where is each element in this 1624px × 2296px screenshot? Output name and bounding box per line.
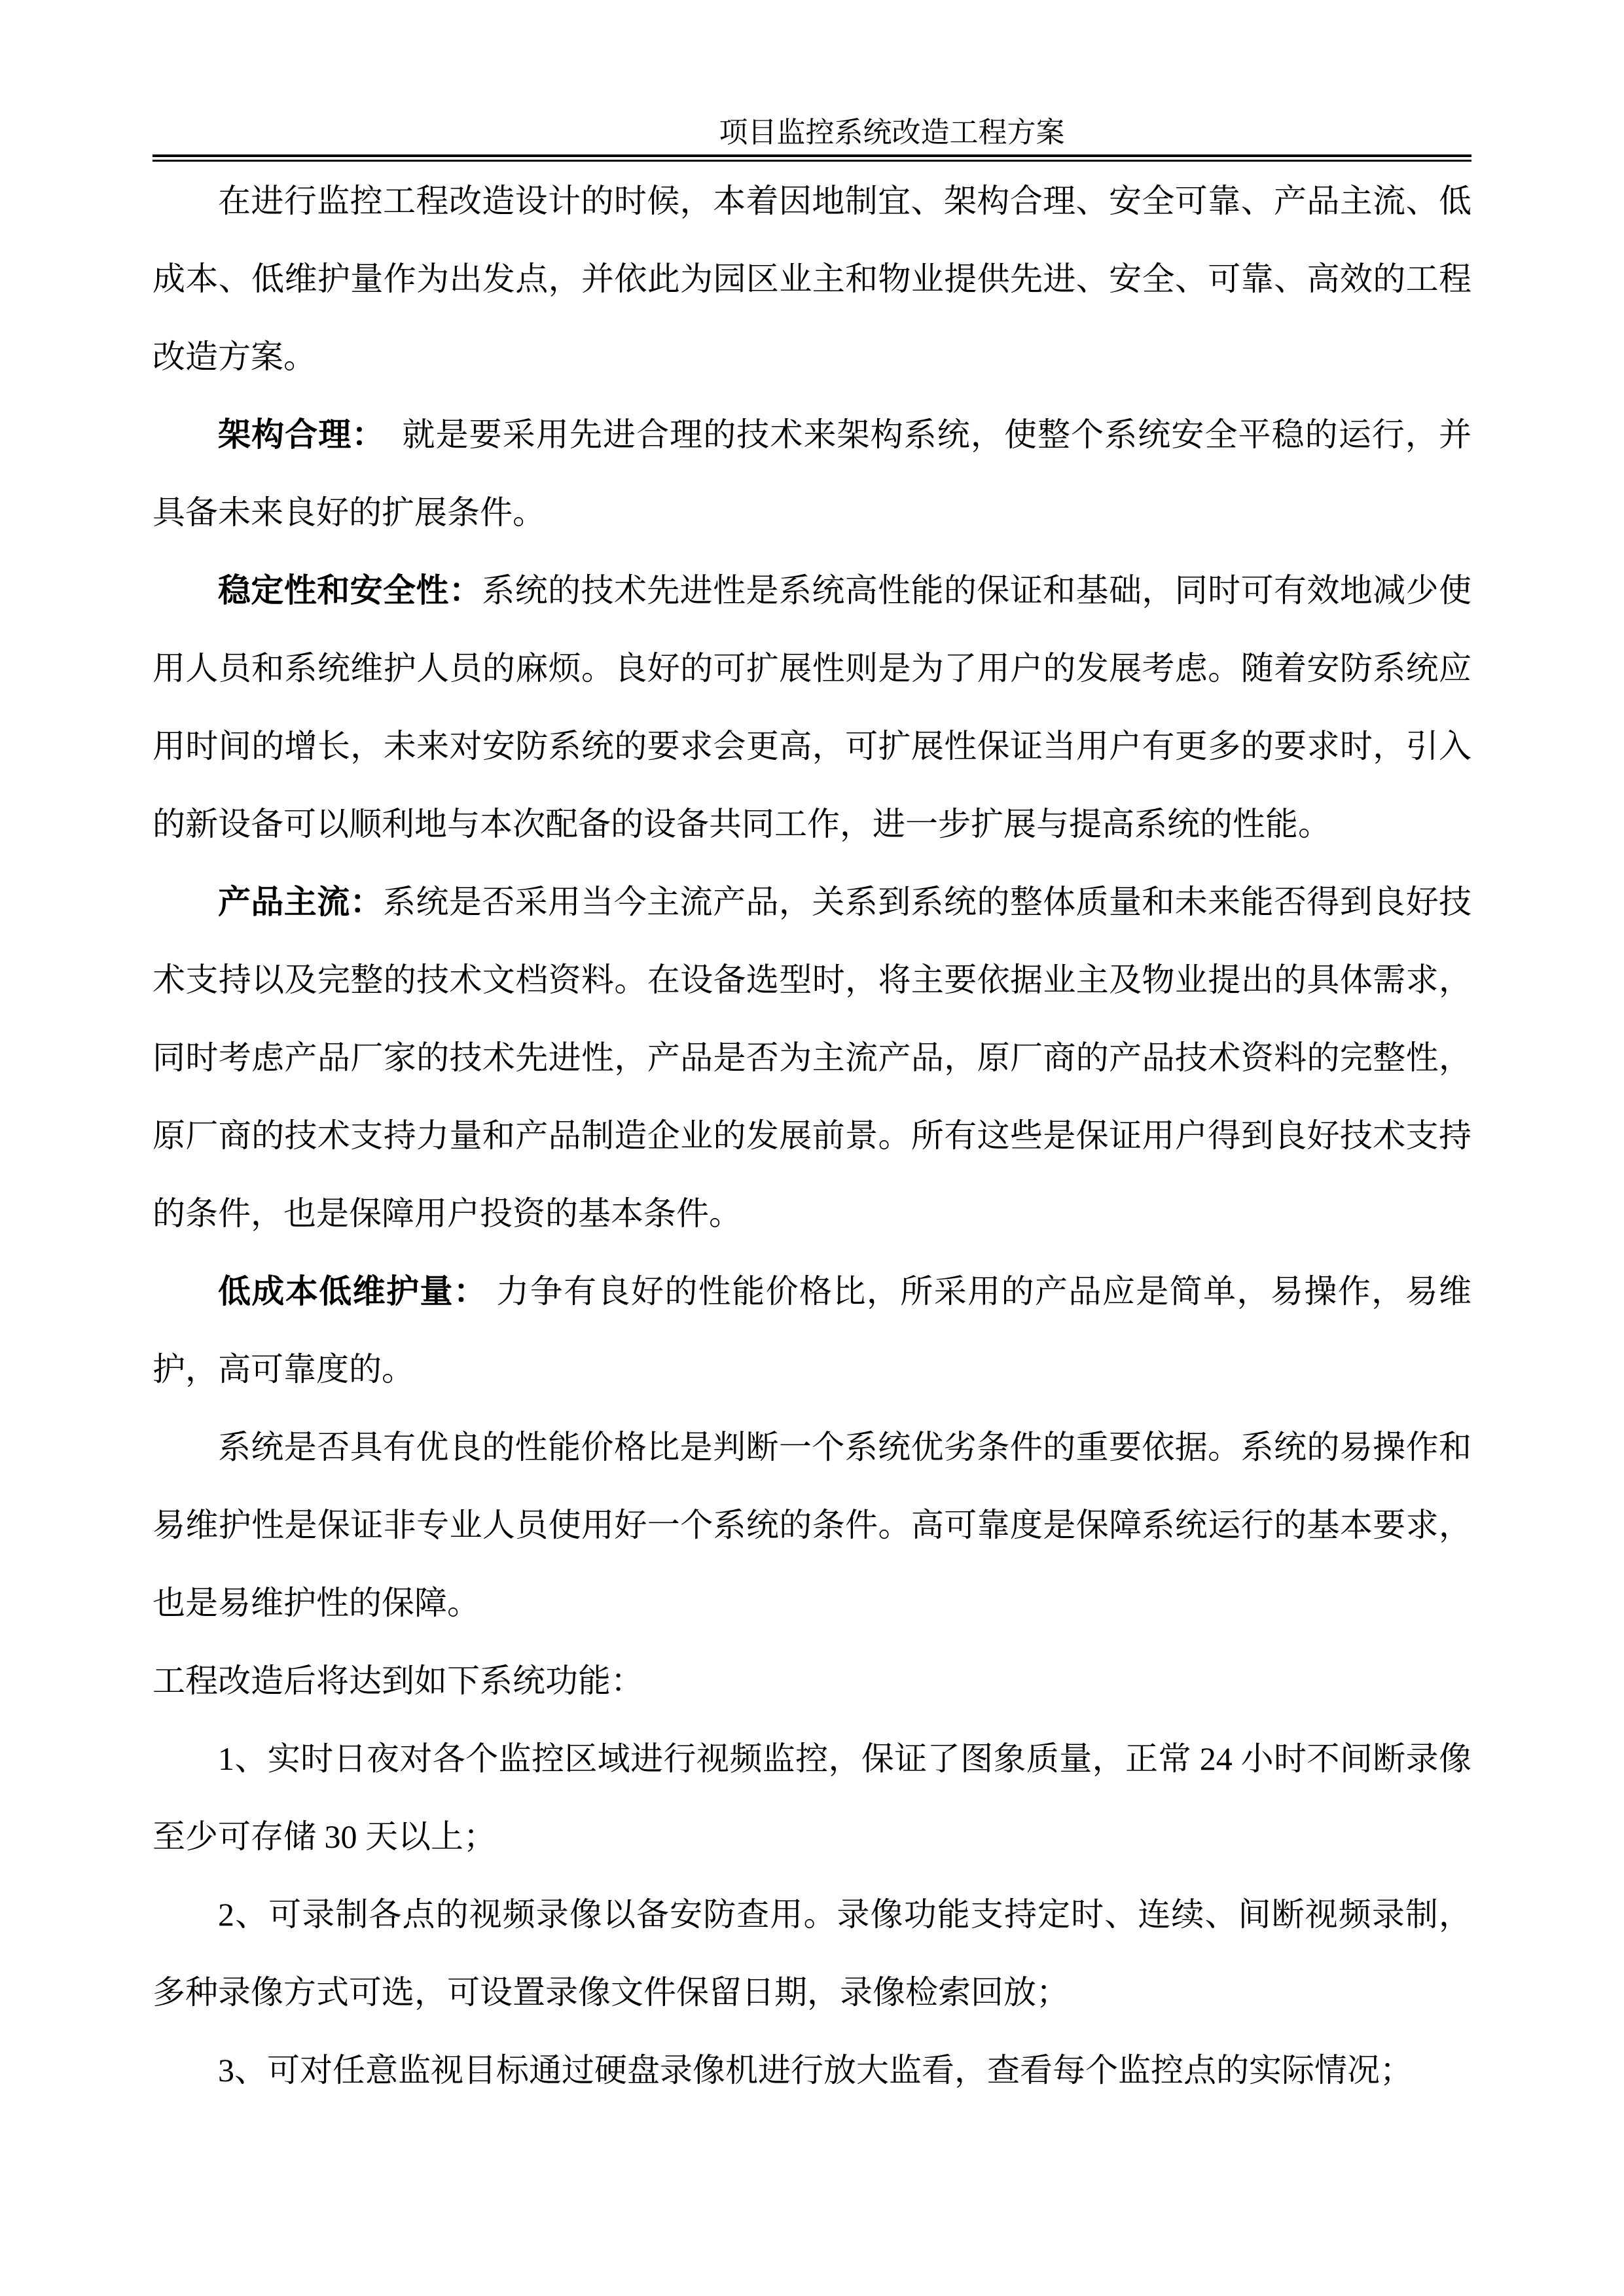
text-run: 系统的技术先进性是系统高性能的保证和基础，同时可有效地减少使用人员和系统维护人员的麻烦。良好的可扩展性则是为了用户的发展考虑。随着安防系统应用时间的增长，未来对安防系统的要求会更高，可扩展性保证当用户有更多的要求时，引入的新设备可以顺利地与本次配备的设备共同工作，进一步扩展与提高系统的性能。 — [153, 572, 1472, 842]
document-body — [153, 162, 1471, 2109]
text-run: 2、可录制各点的视频录像以备安防查用。录像功能支持定时、连续、间断视频录制，多种录像方式可选，可设置录像文件保留日期，录像检索回放； — [153, 1896, 1471, 2011]
paragraph-lead: 稳定性和安全性： — [218, 572, 482, 609]
text-run: 3、可对任意监视目标通过硬盘录像机进行放大监看，查看每个监控点的实际情况； — [218, 2052, 1413, 2089]
page-header — [153, 0, 1471, 162]
paragraph — [153, 552, 1471, 863]
paragraph — [153, 2032, 1471, 2109]
paragraph-lead: 架构合理： — [218, 416, 369, 453]
paragraph — [153, 1720, 1471, 1876]
paragraph — [153, 1253, 1471, 1408]
text-run: 力争有良好的性能价格比，所采用的产品应是简单，易操作，易维护，高可靠度的。 — [153, 1273, 1472, 1388]
text-run: 系统是否具有优良的性能价格比是判断一个系统优劣条件的重要依据。系统的易操作和易维护性是保证非专业人员使用好一个系统的条件。高可靠度是保障系统运行的基本要求，也是易维护性的保障。 — [153, 1429, 1471, 1621]
text-run: 1、实时日夜对各个监控区域进行视频监控，保证了图象质量，正常 24 小时不间断录像至少可存储 30 天以上； — [153, 1740, 1471, 1855]
header-rule — [153, 154, 1471, 162]
text-run: 系统是否采用当今主流产品，关系到系统的整体质量和未来能否得到良好技术支持以及完整的技术文档资料。在设备选型时，将主要依据业主及物业提出的具体需求，同时考虑产品厂家的技术先进性，产品是否为主流产品，原厂商的产品技术资料的完整性，原厂商的技术支持力量和产品制造企业的发展前景。所有这些是保证用户得到良好技术支持的条件，也是保障用户投资的基本条件。 — [153, 884, 1472, 1232]
header-title: 项目监控系统改造工程方案 — [719, 117, 1065, 149]
paragraph-lead: 低成本低维护量： — [218, 1273, 488, 1310]
text-run: 工程改造后将达到如下系统功能： — [153, 1662, 643, 1699]
text-run: 就是要采用先进合理的技术来架构系统，使整个系统安全平稳的运行，并具备未来良好的扩展条件。 — [153, 416, 1471, 531]
paragraph — [153, 1408, 1471, 1642]
paragraph-lead: 产品主流： — [218, 884, 384, 920]
paragraph — [153, 396, 1471, 552]
paragraph — [153, 1642, 1471, 1720]
paragraph — [153, 162, 1471, 396]
text-run: 在进行监控工程改造设计的时候，本着因地制宜、架构合理、安全可靠、产品主流、低成本、低维护量作为出发点，并依此为园区业主和物业提供先进、安全、可靠、高效的工程改造方案。 — [153, 183, 1471, 375]
paragraph — [153, 1876, 1471, 2032]
paragraph — [153, 863, 1471, 1253]
